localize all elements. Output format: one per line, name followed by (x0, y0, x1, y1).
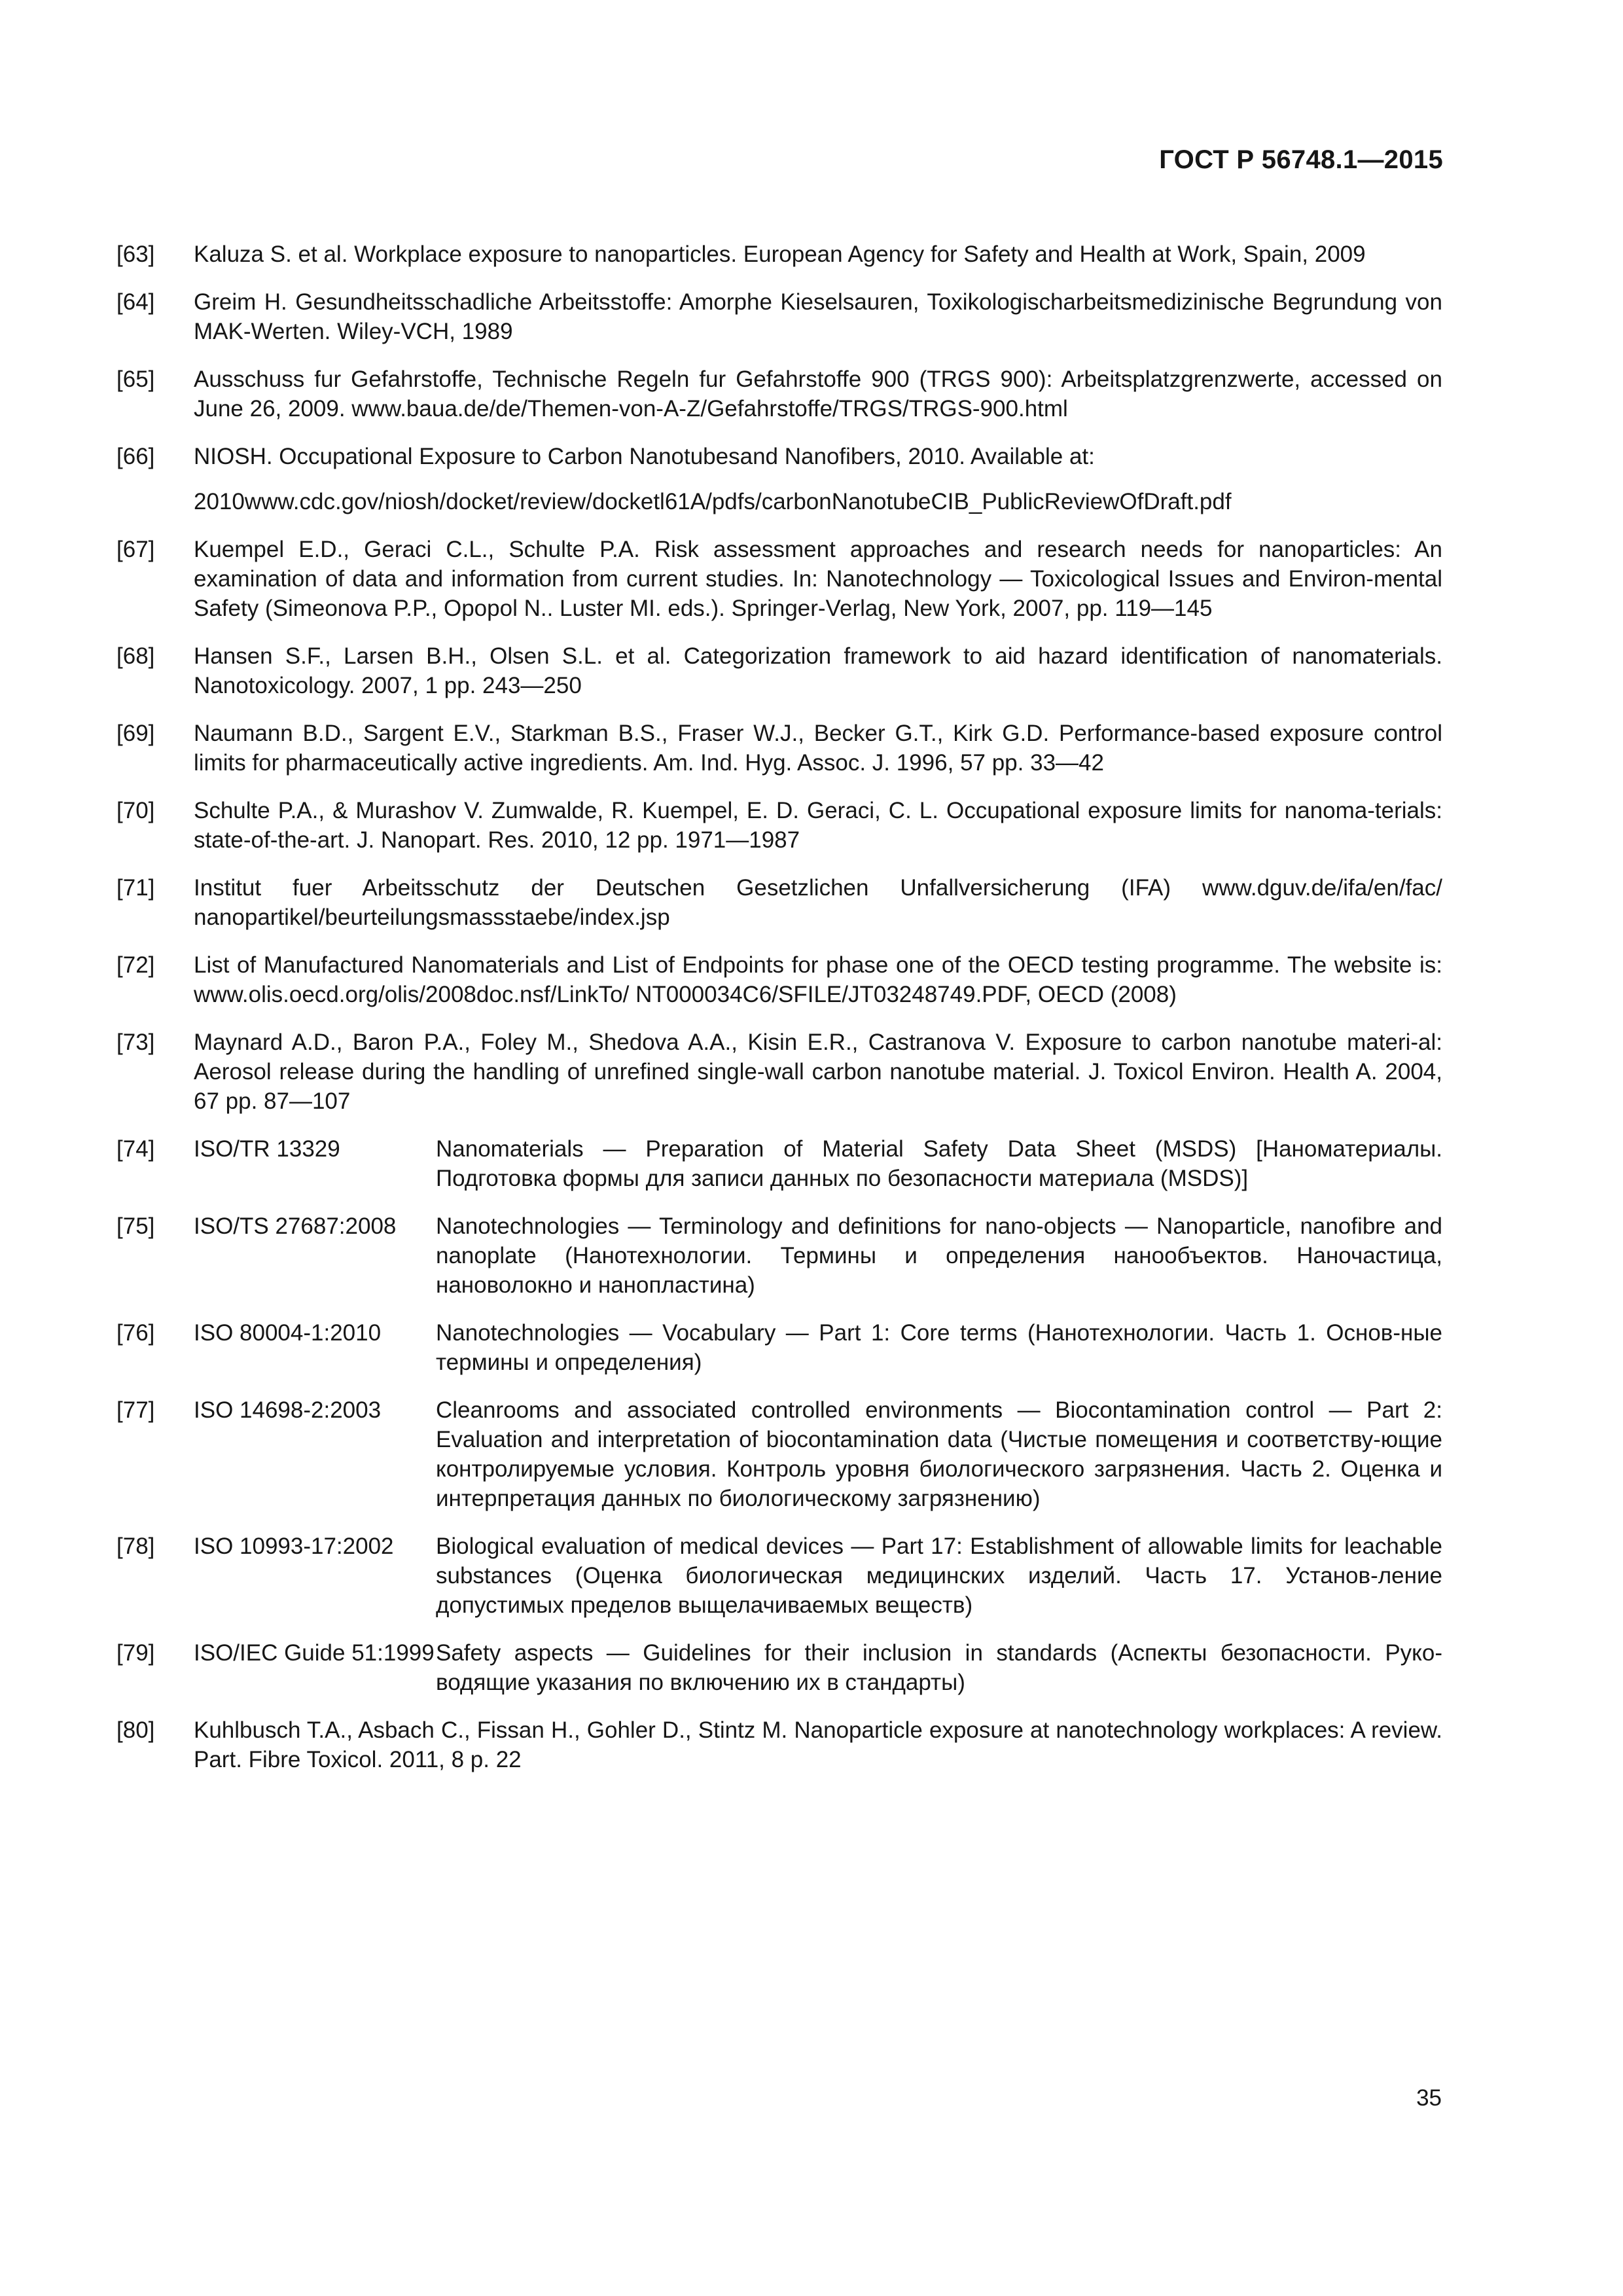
reference-number: [65] (116, 367, 155, 392)
standard-code: ISO/TS 27687:2008 (194, 1213, 397, 1239)
bibliography-list (116, 240, 1442, 1793)
reference-number: [70] (116, 798, 155, 823)
reference-item (116, 873, 1442, 932)
standard-code: ISO/IEC Guide 51:1999 (194, 1640, 435, 1666)
standard-title: Biological evaluation of medical devices — Part 17: Establishment of allowable limits for leachable substances (Оценка биологическая медицинских изделий. Часть 17. Установ-ление допустимых пределов выщелачиваемых веществ) (436, 1534, 1442, 1618)
reference-item (116, 365, 1442, 423)
reference-item (116, 1395, 1442, 1513)
reference-url: 2010www.cdc.gov/niosh/docket/review/docketl61A/pdfs/carbonNanotubeCIB_PublicReviewOfDraft.pdf (194, 489, 1232, 514)
reference-number: [78] (116, 1534, 155, 1559)
standard-code: ISO 10993-17:2002 (194, 1534, 394, 1559)
reference-number: [73] (116, 1030, 155, 1055)
reference-item (116, 1638, 1442, 1697)
document-code-header: ГОСТ Р 56748.1—2015 (1159, 145, 1443, 174)
reference-number: [74] (116, 1136, 155, 1162)
page-number: 35 (1416, 2085, 1442, 2111)
reference-number: [64] (116, 289, 155, 315)
reference-text: Naumann B.D., Sargent E.V., Starkman B.S., Fraser W.J., Becker G.T., Kirk G.D. Performance-based exposure control limits for pharmaceutically active ingredients. Am. Ind. Hyg. Assoc. J. 1996, 57 pp. 33—42 (194, 721, 1442, 776)
reference-item (116, 1318, 1442, 1377)
standard-title: Nanomaterials — Preparation of Material Safety Data Sheet (MSDS) [Наноматериалы. Подготовка формы для записи данных по безопасности материала (MSDS)] (436, 1136, 1442, 1191)
reference-item (116, 1134, 1442, 1193)
reference-text: Hansen S.F., Larsen B.H., Olsen S.L. et al. Categorization framework to aid hazard identification of nanomaterials. Nanotoxicology. 2007, 1 pp. 243—250 (194, 643, 1442, 698)
standard-code: ISO 14698-2:2003 (194, 1397, 382, 1423)
reference-item (116, 1028, 1442, 1116)
reference-number: [67] (116, 537, 155, 562)
reference-item (116, 442, 1442, 516)
reference-number: [72] (116, 952, 155, 978)
standard-title: Cleanrooms and associated controlled environments — Biocontamination control — Part 2: Evaluation and interpretation of biocontamination data (Чистые помещения и соответству-ющие контролируемые условия. Контроль уровня биологического загрязнения. Часть 2. Оценка и интерпретация данных по биологическому загрязнению) (436, 1397, 1442, 1511)
reference-item (116, 950, 1442, 1009)
reference-text: Institut fuer Arbeitsschutz der Deutschen Gesetzlichen Unfallversicherung (IFA) www.dguv.de/ifa/en/fac/ nanopartikel/beurteilungsmassstaebe/index.jsp (194, 875, 1442, 930)
reference-text: NIOSH. Occupational Exposure to Carbon Nanotubesand Nanofibers, 2010. Available at: (194, 444, 1095, 469)
reference-text: List of Manufactured Nanomaterials and List of Endpoints for phase one of the OECD testing programme. The website is: www.olis.oecd.org/olis/2008doc.nsf/LinkTo/ NT000034C6/SFILE/JT03248749.PDF, OECD (2008) (194, 952, 1442, 1007)
reference-text: Maynard A.D., Baron P.A., Foley M., Shedova A.A., Kisin E.R., Castranova V. Exposure to carbon nanotube materi-al: Aerosol release during the handling of unrefined single-wall carbon nanotube material. J. Toxicol Environ. Health A. 2004, 67 pp. 87—107 (194, 1030, 1442, 1114)
reference-text: Schulte P.A., & Murashov V. Zumwalde, R. Kuempel, E. D. Geraci, C. L. Occupational exposure limits for nanoma-terials: state-of-the-art. J. Nanopart. Res. 2010, 12 pp. 1971—1987 (194, 798, 1442, 853)
reference-item (116, 287, 1442, 346)
reference-number: [71] (116, 875, 155, 901)
reference-item (116, 1715, 1442, 1774)
reference-item (116, 641, 1442, 700)
reference-item (116, 1211, 1442, 1300)
reference-item (116, 535, 1442, 623)
reference-text: Kuempel E.D., Geraci C.L., Schulte P.A. Risk assessment approaches and research needs for nanoparticles: An examination of data and information from current studies. In: Nanotechnology — Toxicological Issues and Environ-mental Safety (Simeonova P.P., Opopol N.. Luster MI. eds.). Springer-Verlag, New York, 2007, pp. 119—145 (194, 537, 1442, 621)
reference-number: [77] (116, 1397, 155, 1423)
reference-text: Kuhlbusch T.A., Asbach C., Fissan H., Gohler D., Stintz M. Nanoparticle exposure at nanotechnology workplaces: A review. Part. Fibre Toxicol. 2011, 8 p. 22 (194, 1717, 1442, 1772)
reference-number: [69] (116, 721, 155, 746)
standard-code: ISO 80004-1:2010 (194, 1320, 382, 1346)
reference-item (116, 1532, 1442, 1620)
reference-number: [75] (116, 1213, 155, 1239)
reference-item (116, 719, 1442, 778)
standard-title: Safety aspects — Guidelines for their inclusion in standards (Аспекты безопасности. Руко-водящие указания по включению их в стандарты) (436, 1640, 1442, 1695)
reference-text: Greim H. Gesundheitsschadliche Arbeitsstoffe: Amorphe Kieselsauren, Toxikologischarbeitsmedizinische Begrundung von MAK-Werten. Wiley-VCH, 1989 (194, 289, 1442, 344)
reference-item (116, 796, 1442, 855)
reference-item (116, 240, 1442, 269)
reference-body (194, 442, 1442, 516)
standard-title: Nanotechnologies — Terminology and definitions for nano-objects — Nanoparticle, nanofibre and nanoplate (Нанотехнологии. Термины и определения нанообъектов. Наночастица, нановолокно и нанопластина) (436, 1213, 1442, 1298)
reference-number: [66] (116, 444, 155, 469)
reference-number: [63] (116, 242, 155, 267)
reference-number: [79] (116, 1640, 155, 1666)
reference-text: Ausschuss fur Gefahrstoffe, Technische Regeln fur Gefahrstoffe 900 (TRGS 900): Arbeitsplatzgrenzwerte, accessed on June 26, 2009. www.baua.de/de/Themen-von-A-Z/Gefahrstoffe/TRGS/TRGS-900.html (194, 367, 1442, 422)
reference-number: [68] (116, 643, 155, 669)
standard-title: Nanotechnologies — Vocabulary — Part 1: Core terms (Нанотехнологии. Часть 1. Основ-ные термины и определения) (436, 1320, 1442, 1375)
reference-number: [76] (116, 1320, 155, 1346)
standard-code: ISO/TR 13329 (194, 1136, 340, 1162)
reference-number: [80] (116, 1717, 155, 1743)
reference-text: Kaluza S. et al. Workplace exposure to nanoparticles. European Agency for Safety and Health at Work, Spain, 2009 (194, 242, 1366, 267)
